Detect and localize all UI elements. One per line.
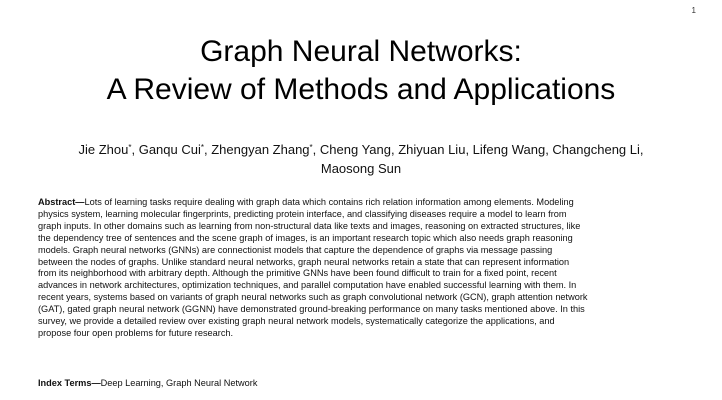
abstract-line: the dependency tree of sentences and the scene graph of images, is an important research topic which also needs graph reasoning [38, 232, 573, 243]
title-line-2: A Review of Methods and Applications [106, 73, 616, 106]
author-name: Lifeng Wang [472, 142, 546, 157]
abstract-line: from its neighborhood with arbitrary depth. Although the primitive GNNs have been found difficult to train for a fixed point, recent [38, 268, 557, 279]
equal-contribution-mark: * [128, 143, 132, 152]
abstract-line: graph inputs. In other domains such as learning from non-structural data like texts and images, reasoning on extracted structures, like [38, 220, 581, 231]
paper-title [0, 33, 722, 109]
abstract-line: recent years, systems based on variants of graph neural networks such as graph convolutional network (GCN), graph attention network [38, 292, 588, 303]
index-terms-text: Deep Learning, Graph Neural Network [100, 378, 258, 388]
abstract-line: physics system, learning molecular fingerprints, predicting protein interface, and classifying diseases require a model to learn from [38, 208, 567, 219]
page-number: 1 [691, 6, 696, 15]
author [78, 142, 138, 157]
abstract-line: (GAT), gated graph neural network (GGNN) have demonstrated ground-breaking performance on many tasks mentioned above. In this [38, 304, 585, 315]
abstract-line: propose four open problems for future research. [38, 327, 234, 338]
abstract-line: models. Graph neural networks (GNNs) are connectionist models that capture the dependence of graphs via message passing [38, 244, 553, 255]
abstract-line: survey, we provide a detailed review over existing graph neural network models, systematically categorize the applications, and [38, 316, 555, 327]
equal-contribution-mark: * [309, 143, 313, 152]
author-name: Jie Zhou [78, 142, 129, 157]
author [552, 142, 643, 157]
abstract-label: Abstract— [38, 197, 85, 207]
author-name: Zhengyan Zhang [211, 142, 310, 157]
author-separator: , [465, 142, 473, 157]
author-separator: , [131, 142, 139, 157]
author-name: Changcheng Li [552, 142, 640, 157]
author-name: Zhiyuan Liu [398, 142, 466, 157]
author-separator: , [204, 142, 212, 157]
abstract-line: between the nodes of graphs. Unlike standard neural networks, graph neural networks retain a state that can represent information [38, 256, 570, 267]
author-name: Cheng Yang [319, 142, 391, 157]
author-separator: , [312, 142, 320, 157]
index-terms [38, 377, 257, 389]
abstract-line: advances in network architectures, optimization techniques, and parallel computation have enabled successful learning with them. In [38, 280, 577, 291]
title-line-1: Graph Neural Networks: [200, 35, 522, 68]
abstract-text: Lots of learning tasks require dealing with graph data which contains rich relation information among elements. Modeling [84, 197, 574, 207]
author-name: Maosong Sun [320, 161, 402, 176]
author-name: Ganqu Cui [138, 142, 201, 157]
author [320, 142, 398, 157]
equal-contribution-mark: * [200, 143, 204, 152]
author [398, 142, 472, 157]
abstract-line [38, 197, 686, 209]
author-separator: , [639, 142, 644, 157]
author-separator: , [390, 142, 399, 157]
author [211, 142, 320, 157]
author-separator: , [545, 142, 553, 157]
index-terms-label: Index Terms— [38, 378, 101, 388]
author [139, 142, 212, 157]
author-list [30, 138, 692, 178]
author [321, 161, 401, 176]
author [473, 142, 553, 157]
abstract [38, 197, 686, 340]
